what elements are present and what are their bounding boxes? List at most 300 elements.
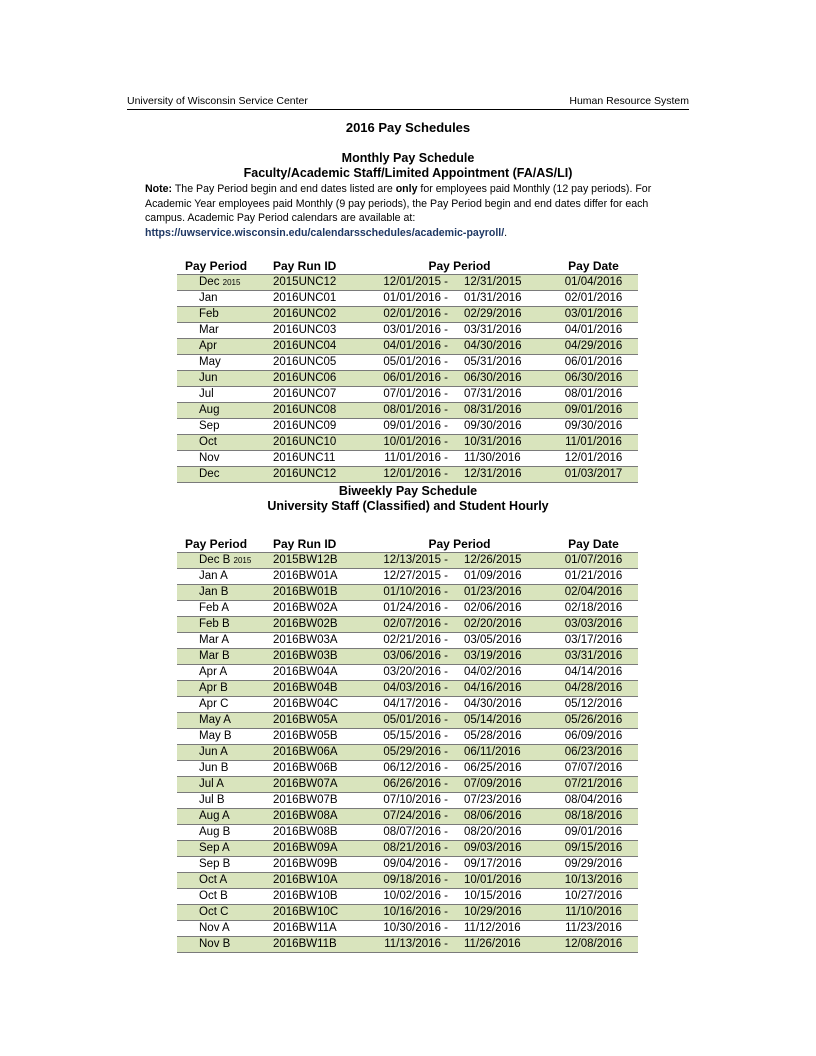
col-pay-date: Pay Date <box>549 535 638 553</box>
period-begin-cell-text: 04/01/2016 - <box>383 340 448 352</box>
pay-run-id-cell-text: 2016UNC07 <box>273 388 337 400</box>
period-end-cell-text: 11/30/2016 <box>464 452 521 464</box>
pay-period-cell-text: Jul B <box>199 794 225 806</box>
period-end-cell <box>452 355 549 371</box>
pay-run-id-cell-text: 2016UNC05 <box>273 356 337 368</box>
pay-run-id-cell-text: 2016BW08A <box>273 810 338 822</box>
period-begin-cell <box>370 729 452 745</box>
period-begin-cell-text: 12/27/2015 - <box>383 570 448 582</box>
pay-run-id-cell-text: 2016BW05B <box>273 730 338 742</box>
pay-date-cell <box>549 569 638 585</box>
table-row <box>177 937 638 953</box>
pay-run-id-cell <box>265 937 370 953</box>
pay-period-cell <box>177 649 265 665</box>
period-begin-cell-text: 04/17/2016 - <box>383 698 448 710</box>
period-end-cell <box>452 275 549 291</box>
table-row <box>177 387 638 403</box>
pay-period-cell-text: Jun A <box>199 746 228 758</box>
period-end-cell <box>452 553 549 569</box>
biweekly-subtitle: University Staff (Classified) and Student Hourly <box>267 499 549 513</box>
pay-run-id-cell-text: 2016BW03B <box>273 650 338 662</box>
pay-date-cell <box>549 323 638 339</box>
table-row <box>177 585 638 601</box>
period-end-cell-text: 07/31/2016 <box>464 388 522 400</box>
pay-run-id-cell-text: 2016BW10A <box>273 874 338 886</box>
table-row <box>177 419 638 435</box>
pay-period-cell-text: Feb B <box>199 618 230 630</box>
pay-run-id-cell <box>265 553 370 569</box>
table-row <box>177 745 638 761</box>
period-end-cell-text: 02/29/2016 <box>464 308 522 320</box>
pay-date-cell-text: 12/01/2016 <box>564 452 623 464</box>
period-begin-cell-text: 09/01/2016 - <box>383 420 448 432</box>
period-begin-cell <box>370 569 452 585</box>
period-begin-cell-text: 12/13/2015 - <box>383 554 448 566</box>
period-begin-cell <box>370 633 452 649</box>
pay-run-id-cell <box>265 777 370 793</box>
pay-run-id-cell <box>265 889 370 905</box>
period-begin-cell <box>370 617 452 633</box>
period-end-cell-text: 09/30/2016 <box>464 420 522 432</box>
pay-run-id-cell-text: 2016BW07A <box>273 778 338 790</box>
pay-run-id-cell <box>265 467 370 483</box>
table-row <box>177 889 638 905</box>
table-header-row <box>177 257 638 275</box>
pay-run-id-cell <box>265 419 370 435</box>
pay-run-id-cell-text: 2016BW03A <box>273 634 338 646</box>
pay-run-id-cell <box>265 841 370 857</box>
pay-run-id-cell-text: 2016BW02B <box>273 618 338 630</box>
pay-run-id-cell <box>265 681 370 697</box>
period-end-cell <box>452 339 549 355</box>
table-row <box>177 809 638 825</box>
col-pay-period: Pay Period <box>177 257 265 275</box>
col-pay-period-range: Pay Period <box>370 257 549 275</box>
pay-run-id-cell-text: 2016UNC08 <box>273 404 337 416</box>
period-begin-cell <box>370 387 452 403</box>
pay-period-cell-text: Jun <box>199 372 218 384</box>
period-end-cell <box>452 809 549 825</box>
period-end-cell-text: 10/01/2016 <box>464 874 522 886</box>
period-begin-cell <box>370 291 452 307</box>
period-begin-cell-text: 08/01/2016 - <box>383 404 448 416</box>
pay-date-cell <box>549 905 638 921</box>
period-end-cell <box>452 569 549 585</box>
period-end-cell <box>452 387 549 403</box>
period-end-cell-text: 10/31/2016 <box>464 436 522 448</box>
pay-period-cell-text: Mar A <box>199 634 230 646</box>
pay-run-id-cell-text: 2016UNC03 <box>273 324 337 336</box>
pay-period-cell-text: Jan B <box>199 586 229 598</box>
pay-date-cell-text: 04/28/2016 <box>564 682 623 694</box>
table-row <box>177 467 638 483</box>
pay-period-cell <box>177 937 265 953</box>
period-end-cell-text: 10/29/2016 <box>464 906 522 918</box>
pay-date-cell-text: 03/31/2016 <box>564 650 623 662</box>
period-end-cell <box>452 601 549 617</box>
period-end-cell-text: 09/03/2016 <box>464 842 522 854</box>
period-begin-cell-text: 03/01/2016 - <box>383 324 448 336</box>
pay-run-id-cell <box>265 403 370 419</box>
pay-run-id-cell-text: 2016UNC12 <box>273 468 337 480</box>
period-end-cell <box>452 857 549 873</box>
pay-run-id-cell <box>265 905 370 921</box>
period-end-cell <box>452 649 549 665</box>
period-begin-cell <box>370 585 452 601</box>
period-begin-cell <box>370 937 452 953</box>
period-begin-cell <box>370 777 452 793</box>
period-end-cell <box>452 467 549 483</box>
pay-period-cell <box>177 355 265 371</box>
pay-run-id-cell-text: 2016UNC06 <box>273 372 337 384</box>
pay-period-cell <box>177 371 265 387</box>
pay-period-cell-text: Jul A <box>199 778 224 790</box>
period-end-cell-text: 06/30/2016 <box>464 372 522 384</box>
note-link-end: . <box>504 226 508 239</box>
period-end-cell-text: 07/09/2016 <box>464 778 522 790</box>
table-row <box>177 713 638 729</box>
pay-date-cell <box>549 467 638 483</box>
pay-date-cell-text: 03/03/2016 <box>564 618 623 630</box>
period-begin-cell <box>370 307 452 323</box>
pay-period-cell <box>177 825 265 841</box>
pay-period-cell <box>177 569 265 585</box>
period-end-cell-text: 08/06/2016 <box>464 810 522 822</box>
pay-period-cell <box>177 777 265 793</box>
pay-date-cell <box>549 601 638 617</box>
period-end-cell <box>452 841 549 857</box>
period-end-cell <box>452 451 549 467</box>
period-end-cell-text: 03/31/2016 <box>464 324 522 336</box>
pay-period-cell <box>177 585 265 601</box>
pay-date-cell <box>549 937 638 953</box>
pay-run-id-cell <box>265 713 370 729</box>
period-begin-cell <box>370 553 452 569</box>
pay-period-cell <box>177 601 265 617</box>
pay-run-id-cell <box>265 585 370 601</box>
period-begin-cell-text: 07/01/2016 - <box>383 388 448 400</box>
pay-date-cell-text: 09/01/2016 <box>564 826 623 838</box>
monthly-subtitle: Faculty/Academic Staff/Limited Appointment (FA/AS/LI) <box>243 166 573 180</box>
period-end-cell-text: 01/23/2016 <box>464 586 522 598</box>
pay-run-id-cell <box>265 921 370 937</box>
period-begin-cell-text: 05/15/2016 - <box>383 730 448 742</box>
pay-run-id-cell-text: 2016UNC02 <box>273 308 337 320</box>
pay-period-cell <box>177 467 265 483</box>
table-row <box>177 729 638 745</box>
period-end-cell-text: 04/02/2016 <box>464 666 522 678</box>
period-begin-cell-text: 07/24/2016 - <box>383 810 448 822</box>
pay-run-id-cell-text: 2016BW09B <box>273 858 338 870</box>
period-end-cell <box>452 435 549 451</box>
table-row <box>177 681 638 697</box>
pay-date-cell-text: 04/01/2016 <box>564 324 623 336</box>
pay-period-cell-text: Feb <box>199 308 219 320</box>
period-end-cell-text: 09/17/2016 <box>464 858 522 870</box>
pay-period-cell-text: Apr B <box>199 682 228 694</box>
period-begin-cell <box>370 649 452 665</box>
table-row <box>177 665 638 681</box>
pay-date-cell <box>549 387 638 403</box>
table-row <box>177 633 638 649</box>
period-end-cell <box>452 889 549 905</box>
pay-date-cell <box>549 355 638 371</box>
pay-date-cell-text: 11/01/2016 <box>565 436 622 448</box>
pay-run-id-cell-text: 2016UNC04 <box>273 340 337 352</box>
period-end-cell-text: 02/20/2016 <box>464 618 522 630</box>
pay-period-cell-text: Apr C <box>199 698 229 710</box>
period-begin-cell-text: 01/01/2016 - <box>383 292 448 304</box>
period-begin-cell-text: 02/01/2016 - <box>383 308 448 320</box>
pay-date-cell-text: 05/12/2016 <box>564 698 623 710</box>
pay-period-cell-text: Mar B <box>199 650 230 662</box>
period-begin-cell <box>370 419 452 435</box>
pay-date-cell-text: 01/07/2016 <box>564 554 623 566</box>
pay-period-cell <box>177 617 265 633</box>
pay-date-cell <box>549 339 638 355</box>
period-begin-cell-text: 11/01/2016 - <box>384 452 448 464</box>
period-begin-cell-text: 05/29/2016 - <box>383 746 448 758</box>
table-row <box>177 569 638 585</box>
period-end-cell <box>452 633 549 649</box>
period-begin-cell <box>370 905 452 921</box>
pay-period-cell <box>177 633 265 649</box>
pay-period-cell-text: Sep A <box>199 842 230 854</box>
pay-period-cell <box>177 873 265 889</box>
pay-period-cell-text: Oct B <box>199 890 228 902</box>
pay-run-id-cell-text: 2016BW10B <box>273 890 338 902</box>
period-end-cell-text: 12/26/2015 <box>464 554 522 566</box>
pay-period-cell <box>177 307 265 323</box>
period-end-cell-text: 03/19/2016 <box>464 650 522 662</box>
period-begin-cell-text: 10/01/2016 - <box>383 436 448 448</box>
period-end-cell-text: 05/28/2016 <box>464 730 522 742</box>
period-begin-cell <box>370 793 452 809</box>
pay-run-id-cell <box>265 665 370 681</box>
pay-period-cell <box>177 793 265 809</box>
pay-date-cell <box>549 825 638 841</box>
pay-run-id-cell-text: 2016UNC11 <box>273 452 336 464</box>
pay-date-cell <box>549 777 638 793</box>
pay-date-cell-text: 04/29/2016 <box>564 340 623 352</box>
period-end-cell <box>452 307 549 323</box>
table-row <box>177 601 638 617</box>
pay-period-cell-text: Oct <box>199 436 217 448</box>
table-row <box>177 761 638 777</box>
period-end-cell-text: 06/11/2016 <box>464 746 521 758</box>
academic-payroll-link[interactable]: https://uwservice.wisconsin.edu/calendarsschedules/academic-payroll/ <box>145 226 505 239</box>
pay-period-cell <box>177 697 265 713</box>
period-begin-cell <box>370 371 452 387</box>
pay-date-cell-text: 07/21/2016 <box>564 778 623 790</box>
period-begin-cell <box>370 857 452 873</box>
period-end-cell-text: 03/05/2016 <box>464 634 522 646</box>
pay-date-cell-text: 11/23/2016 <box>565 922 622 934</box>
pay-date-cell-text: 05/26/2016 <box>564 714 623 726</box>
period-end-cell-text: 02/06/2016 <box>464 602 522 614</box>
period-end-cell <box>452 617 549 633</box>
period-end-cell <box>452 793 549 809</box>
period-begin-cell <box>370 761 452 777</box>
pay-period-cell-text: Aug B <box>199 826 231 838</box>
pay-date-cell <box>549 649 638 665</box>
pay-run-id-cell-text: 2016BW01B <box>273 586 338 598</box>
table-row <box>177 339 638 355</box>
period-begin-cell-text: 11/13/2016 - <box>384 938 448 950</box>
period-begin-cell <box>370 841 452 857</box>
pay-run-id-cell <box>265 649 370 665</box>
pay-date-cell <box>549 451 638 467</box>
period-begin-cell-text: 06/01/2016 - <box>383 372 448 384</box>
period-begin-cell-text: 10/30/2016 - <box>383 922 448 934</box>
period-begin-cell-text: 03/06/2016 - <box>383 650 448 662</box>
pay-run-id-cell <box>265 275 370 291</box>
table-row <box>177 291 638 307</box>
period-begin-cell <box>370 435 452 451</box>
pay-date-cell <box>549 665 638 681</box>
period-end-cell <box>452 323 549 339</box>
period-begin-cell-text: 09/04/2016 - <box>383 858 448 870</box>
table-row <box>177 873 638 889</box>
pay-run-id-cell <box>265 857 370 873</box>
pay-period-cell-text: Jan <box>199 292 218 304</box>
table-row <box>177 435 638 451</box>
pay-period-cell <box>177 403 265 419</box>
period-end-cell <box>452 873 549 889</box>
pay-date-cell <box>549 371 638 387</box>
pay-run-id-cell-text: 2016BW11B <box>273 938 337 950</box>
pay-date-cell-text: 12/08/2016 <box>564 938 623 950</box>
pay-period-cell-text: May A <box>199 714 231 726</box>
pay-date-cell-text: 09/29/2016 <box>564 858 623 870</box>
pay-run-id-cell <box>265 729 370 745</box>
period-begin-cell-text: 06/12/2016 - <box>383 762 448 774</box>
period-begin-cell-text: 09/18/2016 - <box>383 874 448 886</box>
pay-period-cell-text: Aug <box>199 404 220 416</box>
pay-period-cell <box>177 323 265 339</box>
period-end-cell-text: 08/31/2016 <box>464 404 522 416</box>
col-pay-date: Pay Date <box>549 257 638 275</box>
pay-period-cell <box>177 809 265 825</box>
pay-period-cell-text: Oct A <box>199 874 228 886</box>
pay-run-id-cell <box>265 339 370 355</box>
pay-date-cell <box>549 809 638 825</box>
pay-period-cell <box>177 921 265 937</box>
monthly-title: Monthly Pay Schedule <box>341 151 475 165</box>
pay-date-cell-text: 02/04/2016 <box>564 586 623 598</box>
period-end-cell <box>452 921 549 937</box>
period-end-cell-text: 04/16/2016 <box>464 682 522 694</box>
period-end-cell-text: 01/09/2016 <box>464 570 522 582</box>
pay-date-cell <box>549 275 638 291</box>
pay-period-cell-text: Apr A <box>199 666 228 678</box>
pay-date-cell-text: 02/01/2016 <box>564 292 623 304</box>
note-only: only <box>395 183 418 195</box>
pay-date-cell-text: 10/13/2016 <box>564 874 623 886</box>
pay-period-cell-text: Aug A <box>199 810 230 822</box>
period-end-cell <box>452 665 549 681</box>
pay-period-cell <box>177 713 265 729</box>
period-begin-cell <box>370 745 452 761</box>
period-end-cell-text: 10/15/2016 <box>464 890 522 902</box>
table-row <box>177 275 638 291</box>
pay-period-cell <box>177 681 265 697</box>
pay-run-id-cell <box>265 435 370 451</box>
col-pay-run-id: Pay Run ID <box>265 257 370 275</box>
period-end-cell-text: 01/31/2016 <box>464 292 522 304</box>
pay-period-cell <box>177 275 265 291</box>
pay-date-cell <box>549 857 638 873</box>
note-text-2: for employees paid Monthly (12 pay periods). For Academic Year employees paid Monthly (9 pay periods), the Pay Period begin and end dates differ for each campus. Academic Pay Period calendars are available at: <box>145 183 652 225</box>
period-begin-cell-text: 08/21/2016 - <box>383 842 448 854</box>
table-row <box>177 371 638 387</box>
period-begin-cell-text: 12/01/2016 - <box>383 468 448 480</box>
table-row <box>177 355 638 371</box>
period-end-cell <box>452 403 549 419</box>
pay-run-id-cell-text: 2016BW11A <box>273 922 337 934</box>
period-begin-cell <box>370 275 452 291</box>
period-begin-cell <box>370 665 452 681</box>
period-end-cell <box>452 291 549 307</box>
monthly-note <box>145 182 675 240</box>
period-begin-cell <box>370 403 452 419</box>
pay-date-cell <box>549 553 638 569</box>
pay-run-id-cell <box>265 617 370 633</box>
pay-run-id-cell-text: 2015BW12B <box>273 554 338 566</box>
period-begin-cell <box>370 355 452 371</box>
col-pay-period: Pay Period <box>177 535 265 553</box>
period-begin-cell <box>370 467 452 483</box>
pay-run-id-cell <box>265 355 370 371</box>
pay-date-cell <box>549 681 638 697</box>
period-end-cell <box>452 937 549 953</box>
pay-run-id-cell-text: 2016BW06A <box>273 746 338 758</box>
pay-date-cell-text: 09/01/2016 <box>564 404 623 416</box>
period-end-cell <box>452 745 549 761</box>
pay-run-id-cell-text: 2016BW04B <box>273 682 338 694</box>
pay-period-cell-text: Dec <box>199 276 220 288</box>
period-begin-cell <box>370 601 452 617</box>
pay-run-id-cell <box>265 371 370 387</box>
pay-date-cell <box>549 291 638 307</box>
table-row <box>177 841 638 857</box>
pay-period-cell <box>177 339 265 355</box>
period-end-cell <box>452 419 549 435</box>
pay-period-cell <box>177 435 265 451</box>
pay-period-cell <box>177 729 265 745</box>
period-begin-cell <box>370 451 452 467</box>
pay-run-id-cell-text: 2016BW02A <box>273 602 338 614</box>
pay-period-cell <box>177 451 265 467</box>
pay-run-id-cell-text: 2016UNC09 <box>273 420 337 432</box>
header-organization: University of Wisconsin Service Center <box>127 95 308 107</box>
pay-run-id-cell-text: 2016BW04C <box>273 698 339 710</box>
pay-run-id-cell <box>265 793 370 809</box>
pay-period-cell <box>177 387 265 403</box>
pay-date-cell-text: 01/04/2016 <box>564 276 623 288</box>
pay-period-cell-text: Dec B <box>199 554 231 566</box>
period-end-cell <box>452 777 549 793</box>
period-begin-cell <box>370 323 452 339</box>
pay-date-cell <box>549 793 638 809</box>
pay-date-cell-text: 02/18/2016 <box>564 602 623 614</box>
period-end-cell <box>452 905 549 921</box>
pay-run-id-cell-text: 2016BW08B <box>273 826 338 838</box>
period-begin-cell <box>370 921 452 937</box>
period-begin-cell-text: 01/10/2016 - <box>383 586 448 598</box>
pay-run-id-cell-text: 2016BW07B <box>273 794 338 806</box>
period-begin-cell-text: 12/01/2015 - <box>383 276 448 288</box>
